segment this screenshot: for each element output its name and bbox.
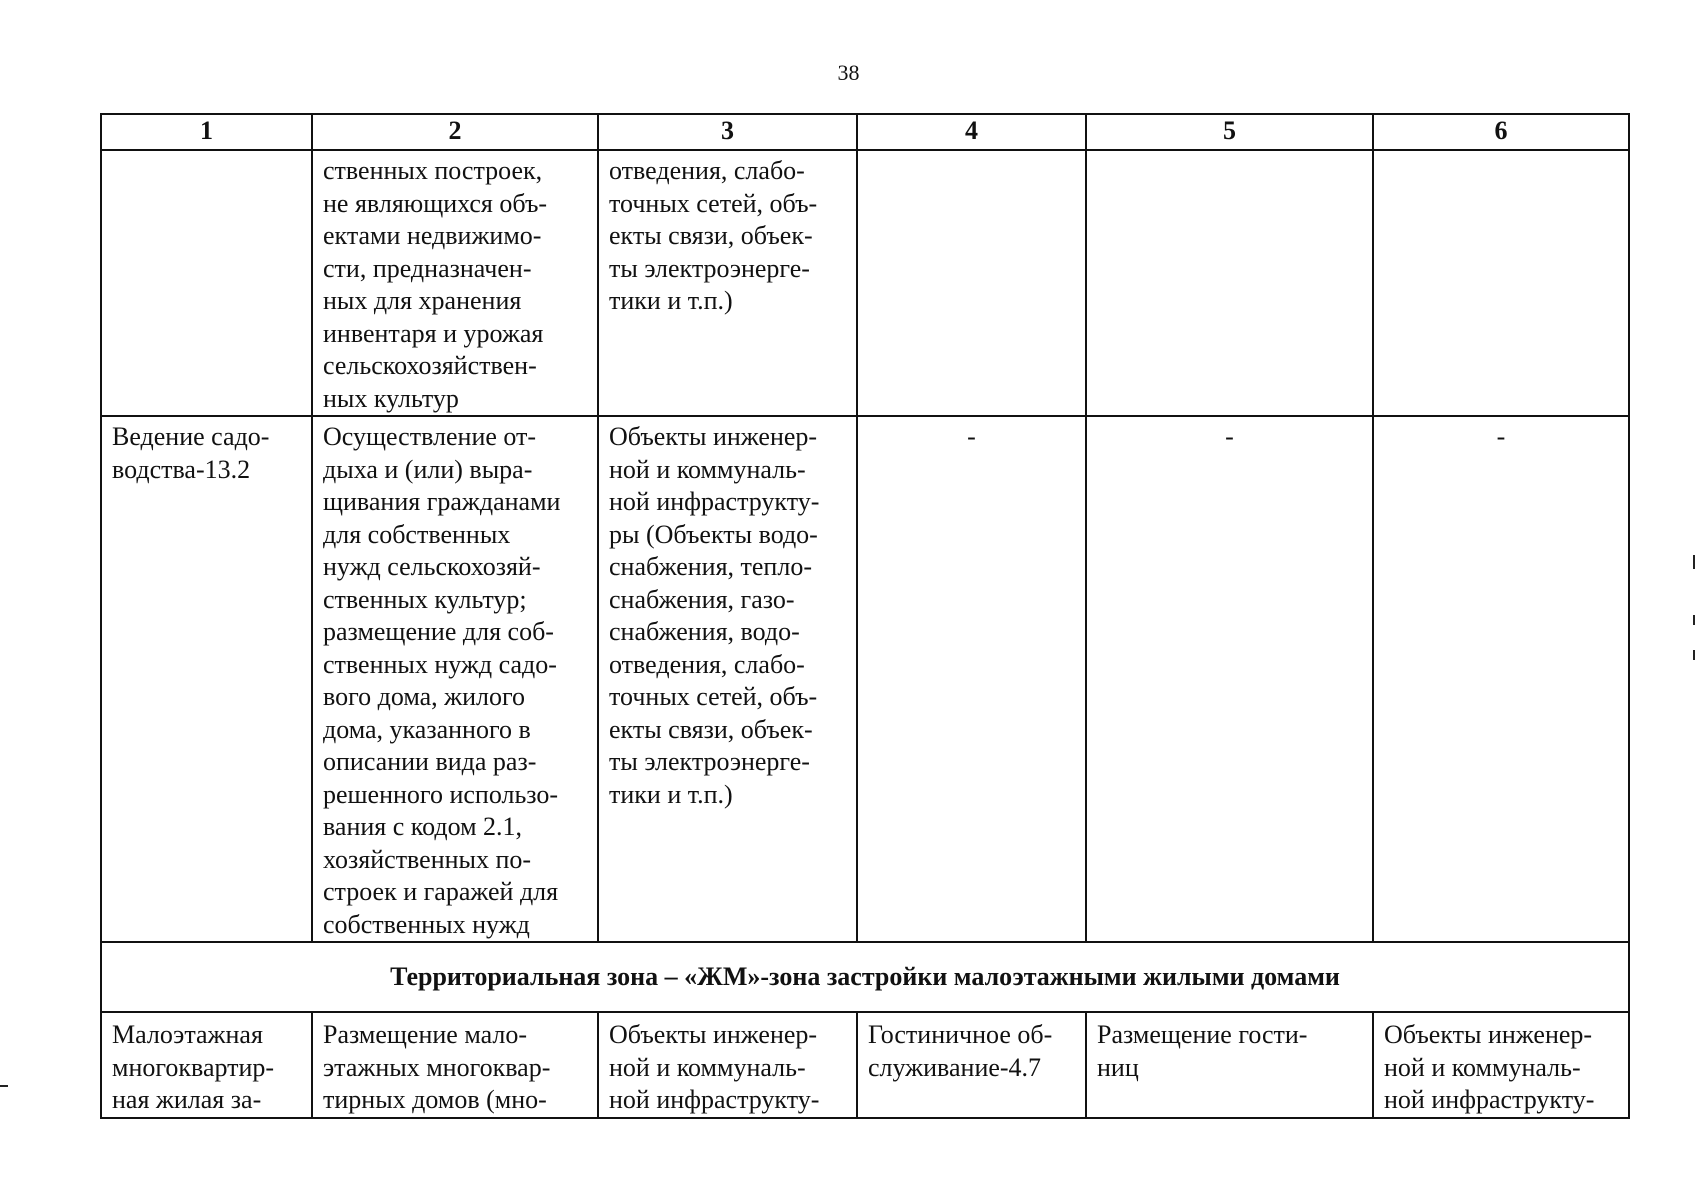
table-cell: Объекты инженер- ной и коммуналь- ной инфраструкту- xyxy=(598,1012,857,1118)
table-row xyxy=(101,150,1629,416)
table-cell: Объекты инженер- ной и коммуналь- ной инфраструкту- xyxy=(1373,1012,1629,1118)
page-number: 38 xyxy=(837,60,860,85)
table-cell: Малоэтажная многоквартир- ная жилая за- xyxy=(101,1012,312,1118)
scan-edge-mark xyxy=(1693,555,1695,569)
scan-edge-mark xyxy=(1693,615,1695,625)
table-cell: Размещение мало- этажных многоквар- тирных домов (мно- xyxy=(312,1012,598,1118)
table-cell xyxy=(101,150,312,416)
column-header: 4 xyxy=(857,114,1086,150)
table-cell: ственных построек, не являющихся объ- ектами недвижимо- сти, предназначен- ных для хранения инвентаря и урожая сельскохозяйствен- ных культур xyxy=(312,150,598,416)
table-cell xyxy=(1373,150,1629,416)
zone-title: Территориальная зона – «ЖМ»-зона застройки малоэтажными жилыми домами xyxy=(101,942,1629,1012)
table-cell: Объекты инженер- ной и коммуналь- ной инфраструкту- ры (Объекты водо- снабжения, тепло- снабжения, газо- снабжения, водо- отведения, слабо- точных сетей, объ- екты связи, объек- ты электроэнерге- тики и т.п.) xyxy=(598,416,857,942)
table-cell: - xyxy=(1373,416,1629,942)
table-cell xyxy=(1086,150,1373,416)
table-cell: - xyxy=(857,416,1086,942)
table-cell: - xyxy=(1086,416,1373,942)
table-cell: Осуществление от- дыха и (или) выра- щивания гражданами для собственных нужд сельскохозяй- ственных культур; размещение для соб- ственных нужд садо- вого дома, жилого дома, указанного в описании вида раз- решенного использо- вания с кодом 2.1, хозяйственных по- строек и гаражей для собственных нужд xyxy=(312,416,598,942)
table-row xyxy=(101,1012,1629,1118)
column-header: 6 xyxy=(1373,114,1629,150)
scan-edge-mark xyxy=(1693,650,1695,660)
column-header: 2 xyxy=(312,114,598,150)
table-row xyxy=(101,416,1629,942)
table-cell: Гостиничное об- служивание-4.7 xyxy=(857,1012,1086,1118)
table-cell: Ведение садо- водства-13.2 xyxy=(101,416,312,942)
table-cell: отведения, слабо- точных сетей, объ- екты связи, объек- ты электроэнерге- тики и т.п.) xyxy=(598,150,857,416)
permitted-use-table xyxy=(100,113,1630,1119)
zone-heading-row xyxy=(101,942,1629,1012)
column-header: 1 xyxy=(101,114,312,150)
table-header-row xyxy=(101,114,1629,150)
column-header: 5 xyxy=(1086,114,1373,150)
table-cell xyxy=(857,150,1086,416)
scan-edge-mark xyxy=(0,1085,8,1087)
table-cell: Размещение гости- ниц xyxy=(1086,1012,1373,1118)
column-header: 3 xyxy=(598,114,857,150)
